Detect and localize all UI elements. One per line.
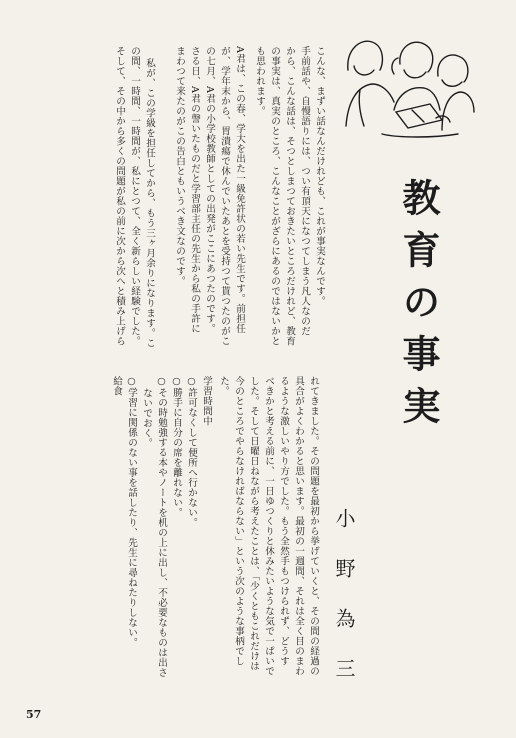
text-column: まわつて来たのがこの告白ともいうべき文なのです。	[174, 46, 185, 286]
article-author: 小野為三	[332, 508, 356, 708]
text-column: ○勝手に自分の席を離れない。	[171, 376, 182, 518]
text-column: さる日、A君の謦いたものだと学習部主任の先生から私の手許に	[189, 46, 200, 334]
text-column: した。そして日曜日ねながら考えたことは、「少くともこれだけは	[248, 376, 259, 672]
text-column: ○許可なくして便所へ行かない。	[186, 376, 197, 528]
text-column: そして、その中から多くの問題が私の前に次から次へと積み上げら	[114, 46, 125, 346]
text-column: こんな、まずい話なんだけれども、これが事実なんです。	[314, 46, 325, 306]
text-column: ○その時勉強する本やノートを机の上に出し、不必要なものは出さ	[156, 376, 167, 678]
text-column: るような激しいやり方でした。もう全然手もつけられず、どうす	[278, 376, 289, 666]
text-column: 今のところでやらなければならない」という次のような事柄でし	[233, 376, 244, 666]
page-number: 57	[26, 708, 42, 721]
article-title: 教育の事実	[396, 178, 441, 438]
text-column: れてきました。その問題を最初から挙げていくと、その間の経過の	[308, 376, 319, 676]
text-column: 手前話や、自慢語りには、つい有頂天になつてしまう凡人なのだ	[299, 46, 310, 336]
text-column: ○学習に関係のない事を話したり、先生に尋ねたりしない。	[126, 376, 137, 648]
text-column: の間、一時間、一時間が、私にとつて、全く新らしい経験でした。	[129, 46, 140, 346]
reading-illustration	[338, 30, 476, 142]
text-column: も思われます。	[254, 46, 265, 116]
text-column: た。	[218, 376, 229, 396]
text-column: から、こんな話は、そつとしまつておきたいところだけれど、教育	[284, 46, 295, 346]
text-column: が、学年末から、胃潰瘍で休んでいたあとを受持つて貰つたのがこ	[219, 46, 230, 346]
text-column: べきかと考える前に、一日ゆつくりと休みたいような気で一ぱいで	[263, 376, 274, 676]
text-column: 学習時間中	[201, 376, 212, 426]
text-column: A君は、この春、学大を出た一級免許状の若い先生です。前担任	[234, 46, 245, 334]
text-column: 給食	[111, 376, 122, 396]
text-column: の事実は、真実のところ、こんなことがざらにあるのではないかと	[269, 46, 280, 346]
text-column: 私が、この学級を担任してから、もう三ヶ月余りになります。こ	[144, 58, 155, 348]
text-column: ないでおく。	[141, 388, 152, 448]
text-column: の七月、A君の小学校教師としての出発がここにあつたのです。	[204, 46, 215, 334]
text-column: 具合がよくわかると思います。最初の一週間、それは全く目のまわ	[293, 376, 304, 676]
